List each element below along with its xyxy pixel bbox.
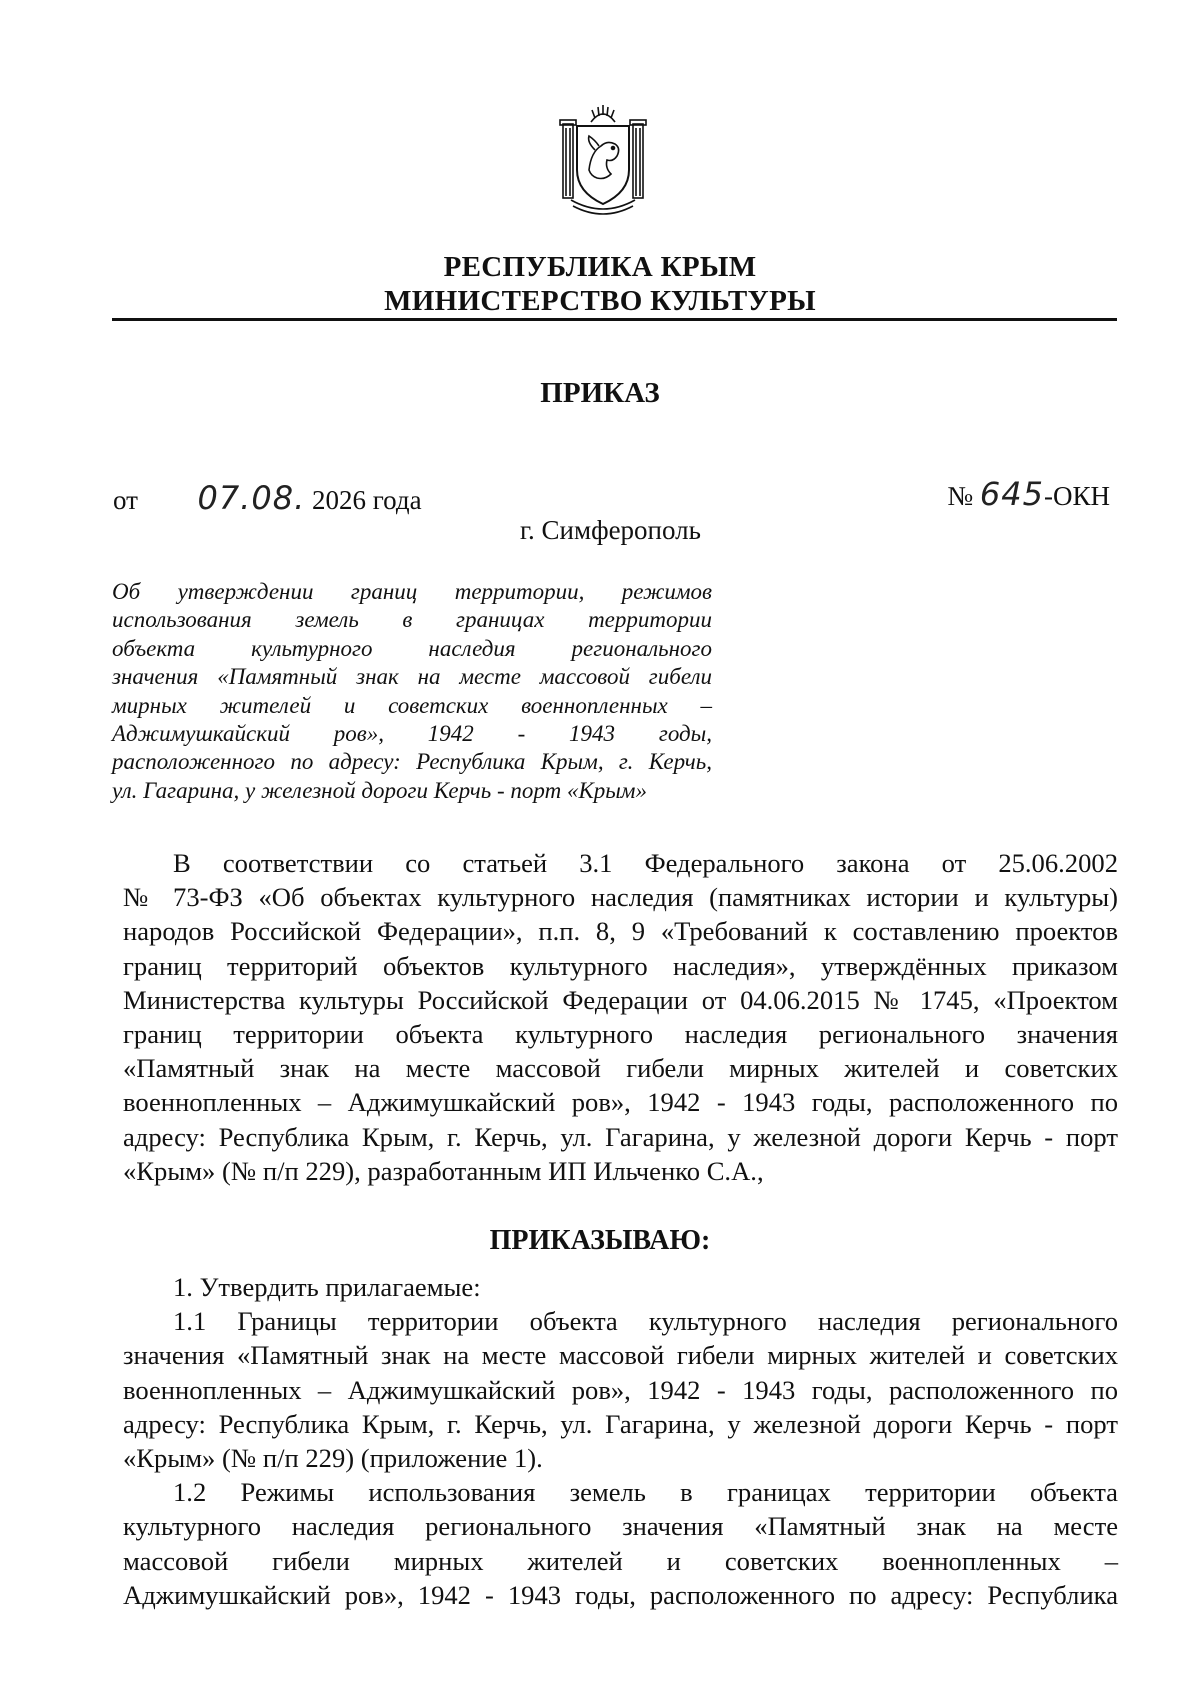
subject-line: объекта культурного наследия регионального [112, 635, 712, 661]
order-line: 1.1 Границы территории объекта культурного наследия регионального [173, 1306, 1118, 1337]
header-divider [112, 318, 1117, 321]
document-subject [112, 578, 712, 805]
subject-line: ул. Гагарина, у железной дороги Керчь - порт «Крым» [112, 777, 647, 803]
order-line: 1.2 Режимы использования земель в границах территории объекта [173, 1477, 1118, 1508]
subject-line: Об утверждении границ территории, режимов [112, 579, 712, 604]
preamble-line: «Крым» (№ п/п 229), разработанным ИП Ильченко С.А., [123, 1155, 764, 1186]
preamble-line: Министерства культуры Российской Федерации от 04.06.2015 № 1745, «Проектом [123, 984, 1118, 1015]
number-suffix: -ОКН [1044, 481, 1110, 511]
preamble-line: адресу: Республика Крым, г. Керчь, ул. Гагарина, у железной дороги Керчь - порт [123, 1121, 1118, 1152]
document-number [947, 475, 1110, 513]
number-prefix: № [947, 481, 974, 511]
preamble-line: народов Российской Федерации», п.п. 8, 9 «Требований к составлению проектов [123, 916, 1118, 947]
crimea-coat-of-arms-icon [555, 100, 651, 220]
order-line: адресу: Республика Крым, г. Керчь, ул. Гагарина, у железной дороги Керчь - порт [123, 1408, 1118, 1439]
preamble-line: военнопленных – Аджимушкайский ров», 1942 - 1943 годы, расположенного по [123, 1087, 1118, 1118]
org-republic-title: РЕСПУБЛИКА КРЫМ [443, 251, 757, 283]
order-line: Аджимушкайский ров», 1942 - 1943 годы, расположенного по адресу: Республика [123, 1579, 1118, 1610]
order-line: 1. Утвердить прилагаемые: [173, 1272, 481, 1302]
subject-line: расположенного по адресу: Республика Крым, г. Керчь, [112, 749, 712, 775]
preamble-line: границ территории объекта культурного наследия регионального значения [123, 1019, 1118, 1050]
subject-line: значения «Памятный знак на месте массовой гибели [112, 664, 712, 690]
subject-line: Аджимушкайский ров», 1942 - 1943 годы, [112, 721, 712, 747]
preamble-line: № 73-ФЗ «Об объектах культурного наследия (памятниках истории и культуры) [123, 882, 1118, 913]
subject-line: использования земель в границах территории [112, 607, 712, 633]
order-line: «Крым» (№ п/п 229) (приложение 1). [123, 1443, 543, 1474]
order-line: значения «Памятный знак на месте массовой гибели мирных жителей и советских [123, 1340, 1118, 1371]
document-city: г. Симферополь [520, 515, 701, 545]
order-line: массовой гибели мирных жителей и советских военнопленных – [123, 1545, 1118, 1576]
preamble-paragraph [123, 846, 1118, 1188]
preamble-line: границ территорий объектов культурного наследия», утверждённых приказом [123, 950, 1118, 981]
order-line: военнопленных – Аджимушкайский ров», 1942 - 1943 годы, расположенного по [123, 1374, 1118, 1405]
subject-line: мирных жителей и советских военнопленных – [112, 692, 712, 718]
org-ministry-title: МИНИСТЕРСТВО КУЛЬТУРЫ [384, 285, 816, 317]
preamble-line: «Памятный знак на месте массовой гибели мирных жителей и советских [123, 1053, 1118, 1084]
handwritten-number: 645 [979, 475, 1044, 513]
preamble-line: В соответствии со статьей 3.1 Федерального закона от 25.06.2002 [173, 848, 1118, 878]
document-type-title: ПРИКАЗ [540, 377, 660, 409]
order-paragraphs [123, 1270, 1118, 1612]
date-year: 2026 года [311, 485, 422, 515]
order-heading: ПРИКАЗЫВАЮ: [489, 1225, 711, 1256]
document-date [113, 479, 422, 517]
date-prefix: от [113, 485, 138, 515]
order-line: культурного наследия регионального значения «Памятный знак на месте [123, 1511, 1118, 1542]
handwritten-date: 07.08. [197, 479, 306, 517]
